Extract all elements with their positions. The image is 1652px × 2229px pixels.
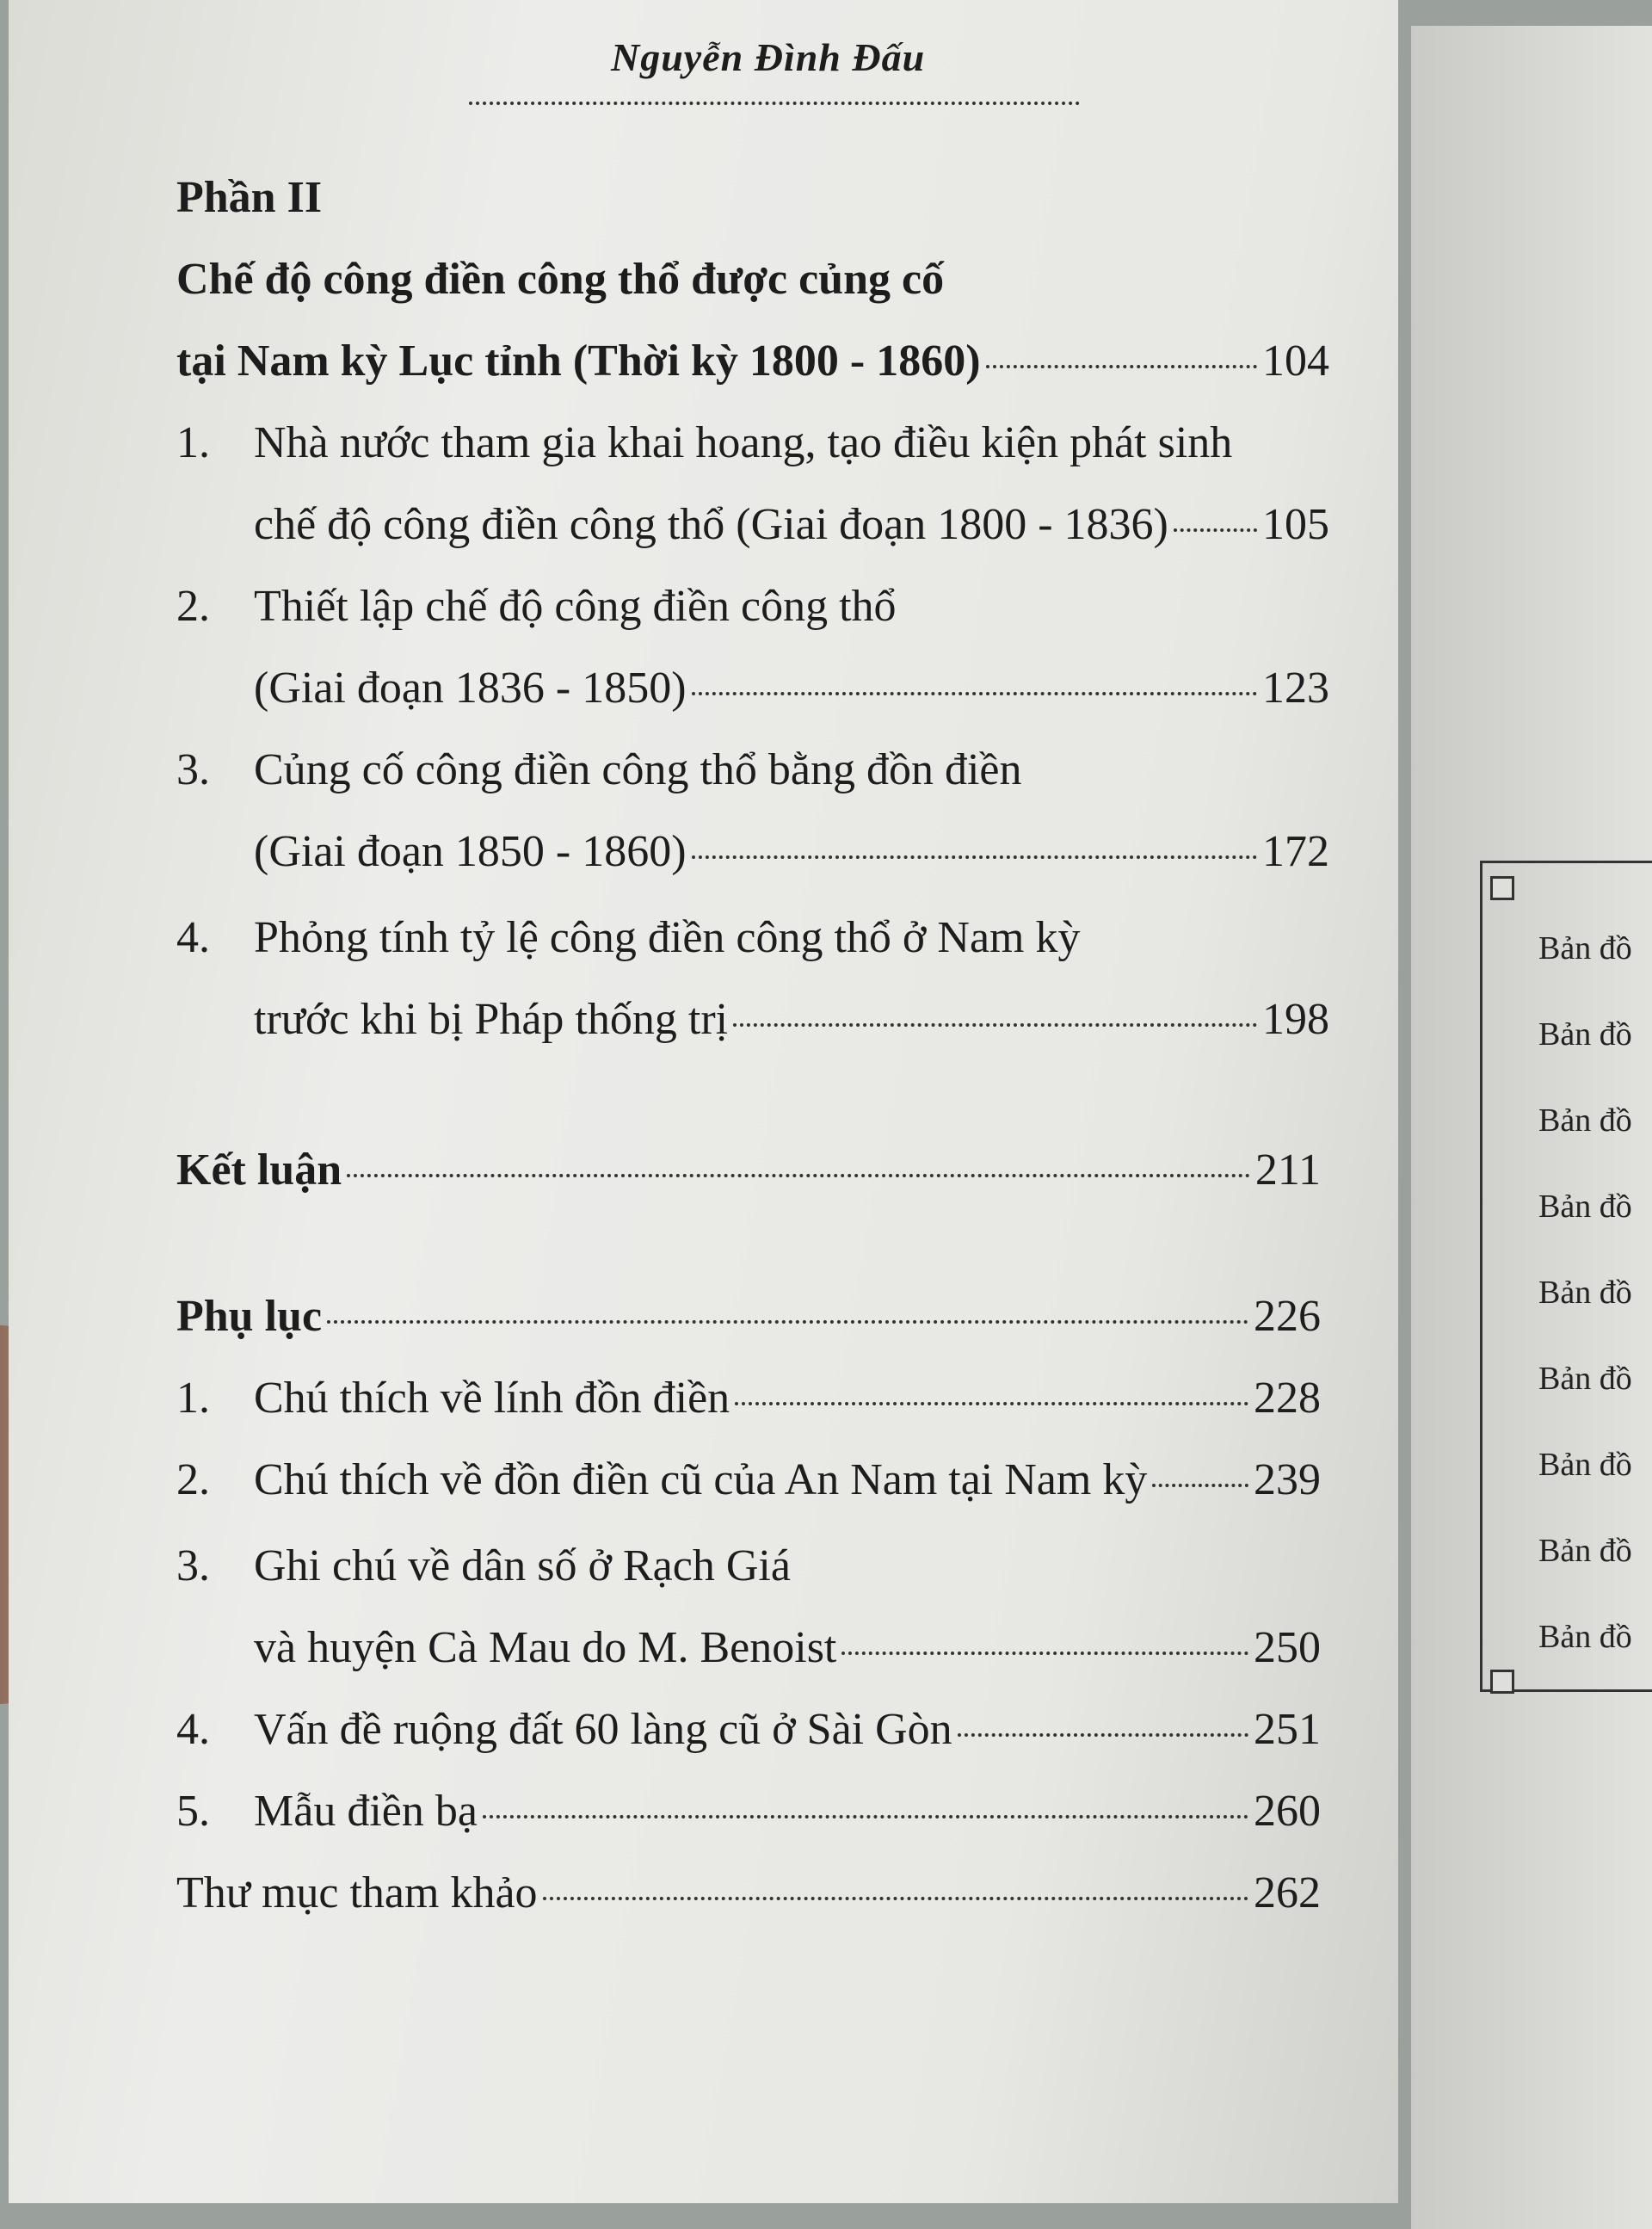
- appendix-item-title-line1: Ghi chú về dân số ở Rạch Giá: [254, 1541, 791, 1590]
- section-title-line2: (Giai đoạn 1850 - 1860): [254, 827, 687, 876]
- toc-entry: [254, 1622, 1321, 1673]
- leader-dots: [692, 855, 1257, 859]
- page-number: 198: [1262, 995, 1329, 1044]
- map-list-item: Bản đồ: [1538, 930, 1632, 966]
- page-number: 211: [1254, 1145, 1321, 1195]
- page-number: 104: [1262, 337, 1329, 386]
- section-title-line2: trước khi bị Pháp thống trị: [254, 995, 729, 1044]
- page-number: 105: [1262, 500, 1329, 549]
- frame-corner-ornament: [1490, 1670, 1514, 1694]
- page-number: 226: [1254, 1292, 1321, 1341]
- map-list-item: Bản đồ: [1538, 1189, 1632, 1225]
- toc-entry: [254, 826, 1329, 877]
- appendix-item-number: 1.: [176, 1374, 210, 1423]
- running-header-author: Nguyễn Đình Đấu: [611, 35, 926, 79]
- map-list-item: Bản đồ: [1538, 1533, 1632, 1569]
- section-title-line1: Củng cố công điền công thổ bằng đồn điền: [254, 745, 1022, 794]
- section-number: 1.: [176, 418, 210, 467]
- toc-entry: [254, 663, 1329, 713]
- leader-dots: [733, 1023, 1257, 1027]
- appendix-item-title: Chú thích về đồn điền cũ của An Nam tại Nam kỳ: [254, 1455, 1148, 1504]
- leader-dots: [543, 1897, 1248, 1900]
- part-title-line2: tại Nam kỳ Lục tỉnh (Thời kỳ 1800 - 1860): [176, 337, 981, 386]
- appendix-item-number: 4.: [176, 1705, 210, 1754]
- leader-dots: [841, 1652, 1248, 1655]
- section-number: 2.: [176, 582, 210, 631]
- map-list-item: Bản đồ: [1538, 1361, 1632, 1397]
- leader-dots: [483, 1815, 1248, 1818]
- appendix-item-title: Chú thích về lính đồn điền: [254, 1374, 730, 1423]
- book-page-left: [9, 0, 1398, 2203]
- page-number: 250: [1254, 1623, 1321, 1672]
- part-label: Phần II: [176, 173, 323, 222]
- page-number: 239: [1254, 1455, 1321, 1504]
- conclusion-label: Kết luận: [176, 1145, 342, 1195]
- map-list-item: Bản đồ: [1538, 1016, 1632, 1053]
- map-list-item: Bản đồ: [1538, 1619, 1632, 1655]
- part-title-line1: Chế độ công điền công thổ được củng cố: [176, 255, 945, 304]
- header-dotted-rule: [469, 102, 1080, 105]
- toc-entry-conclusion: [176, 1145, 1321, 1195]
- part-title-entry: [176, 336, 1329, 386]
- toc-entry: [254, 1454, 1321, 1505]
- leader-dots: [958, 1733, 1248, 1737]
- page-number: 251: [1254, 1705, 1321, 1754]
- book-page-right: [1411, 26, 1652, 2229]
- page-number: 228: [1254, 1374, 1321, 1423]
- toc-entry: [254, 1373, 1321, 1423]
- section-title-line2: (Giai đoạn 1836 - 1850): [254, 664, 687, 713]
- leader-dots: [692, 692, 1257, 695]
- section-title-line2: chế độ công điền công thổ (Giai đoạn 1800 - 1836): [254, 500, 1168, 549]
- map-list-item: Bản đồ: [1538, 1102, 1632, 1139]
- toc-entry: [254, 499, 1329, 550]
- toc-entry: [254, 994, 1329, 1045]
- section-title-line1: Nhà nước tham gia khai hoang, tạo điều kiện phát sinh: [254, 418, 1233, 467]
- appendix-item-title: Vấn đề ruộng đất 60 làng cũ ở Sài Gòn: [254, 1705, 952, 1754]
- section-title-line1: Thiết lập chế độ công điền công thổ: [254, 582, 897, 631]
- page-number: 123: [1262, 664, 1329, 713]
- section-number: 4.: [176, 913, 210, 962]
- bibliography-label: Thư mục tham khảo: [176, 1868, 538, 1917]
- toc-entry: [254, 1704, 1321, 1755]
- toc-entry: [254, 1786, 1321, 1837]
- appendix-label: Phụ lục: [176, 1292, 323, 1341]
- leader-dots: [1152, 1484, 1248, 1487]
- leader-dots: [347, 1174, 1250, 1177]
- appendix-item-title: Mẫu điền bạ: [254, 1787, 478, 1836]
- appendix-item-number: 5.: [176, 1787, 210, 1836]
- section-title-line1: Phỏng tính tỷ lệ công điền công thổ ở Nam kỳ: [254, 913, 1081, 962]
- leader-dots: [735, 1402, 1248, 1405]
- leader-dots: [1174, 528, 1257, 532]
- toc-entry-appendix: [176, 1291, 1321, 1342]
- map-list-item: Bản đồ: [1538, 1275, 1632, 1311]
- toc-entry-bibliography: [176, 1868, 1321, 1918]
- frame-corner-ornament: [1490, 876, 1514, 900]
- leader-dots: [327, 1320, 1248, 1324]
- appendix-item-title: và huyện Cà Mau do M. Benoist: [254, 1623, 837, 1672]
- appendix-item-number: 3.: [176, 1541, 210, 1590]
- page-number: 172: [1262, 827, 1329, 876]
- appendix-item-number: 2.: [176, 1455, 210, 1504]
- page-number: 262: [1254, 1868, 1321, 1917]
- page-number: 260: [1254, 1787, 1321, 1836]
- section-number: 3.: [176, 745, 210, 794]
- leader-dots: [986, 365, 1257, 368]
- map-list-item: Bản đồ: [1538, 1447, 1632, 1483]
